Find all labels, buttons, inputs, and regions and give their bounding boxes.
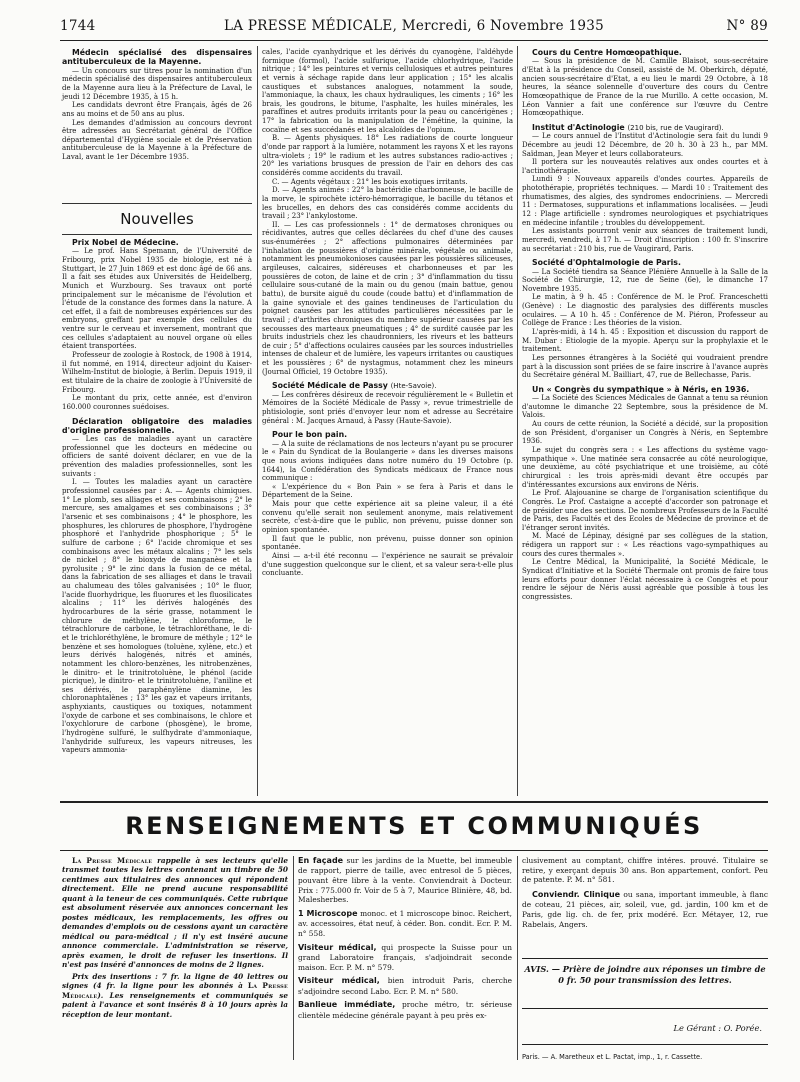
- article-text: M. Macé de Lépinay, désigné par ses collègues de la station, rédigera un rapport sur : « Les réactions vago-sympathiques au cours des cures thermales ».: [522, 532, 768, 558]
- article-text: Les demandes d'admission au concours devront être adressées au Secrétariat général de l'Office départemental d'Hygiène sociale et de Préservation antituberculeuse de la Mayenne à la Préfecture de Laval, avant le 1er Décembre 1935.: [62, 118, 252, 162]
- gerant-signature: Le Gérant : O. Porée.: [673, 1023, 762, 1033]
- article-text: Le sujet du congrès sera : « Les affections du système vago-sympathique ». Une matinée sera consacrée au côté neurologique, une deuxième, au côté psychiatrique et une troisième, au côté chirurgical : les trois après-midi devant être occupés par d'intéressantes excursions aux environs de Néris.: [522, 446, 768, 489]
- avis-rule-bottom: [522, 1008, 768, 1009]
- ad-text: clusivement au comptant, chiffre intéres. prouvé. Titulaire se retire, y exerçant depuis 30 ans. Bon appartement, confort. Peu de patente. P. M. n° 581.: [522, 856, 768, 885]
- article-title: Un « Congrès du sympathique » à Néris, en 1936.: [532, 384, 750, 394]
- article-text: Lundi 9 : Nouveaux appareils d'ondes courtes. Appareils de photothérapie, propriétés techniques. — Mardi 10 : Traitement des rhumatismes, des algies, des syndromes endocriniens. — Mercredi 11 : Dermatoses, suppurations et inflammations localisées. — Jeudi 12 : Plage artificielle : syndromes neurologiques et psychiatriques en médecine infantile ; troubles du développement.: [522, 175, 768, 227]
- article-text: L'après-midi, à 14 h. 45 : Exposition et discussion du rapport de M. Dubar : Etiologie de la myopie. Aperçu sur la prophylaxie et le traitement.: [522, 328, 768, 354]
- article-text: Les candidats devront être Français, âgés de 26 ans au moins et de 50 ans au plus.: [62, 101, 252, 118]
- article-text: — Un concours sur titres pour la nomination d'un médecin spécialisé des dispensaires antituberculeux de la Mayenne aura lieu à la Préfecture de Laval, le jeudi 12 Décembre 1935, à 15 h.: [62, 66, 252, 101]
- ad-text: sur les jardins de la Muette, bel immeuble de rapport, pierre de taille, avec entresol de 5 pièces, pouvant être libre à la vente. Conviendrait à Docteur. Prix : 775.000 fr. Voir de 5 à 7, Maurice Blinière, 48, bd. Malesherbes.: [298, 856, 512, 905]
- article-title-note: (210 bis, rue de Vaugirard).: [627, 123, 724, 132]
- article-text: — Le prof. Hans Spemann, de l'Université de Fribourg, prix Nobel 1935 de biologie, est né à Stuttgart, le 27 Juin 1869 et est donc âgé de 66 ans. Il a fait ses études aux Universités de Heidelberg, Munich et Wurzbourg. Ses travaux ont porté principalement sur le mécanisme de l'évolution et l'étude de la constance des formes dans la nature. A cet effet, il a fait de nombreuses expériences sur des embryons, greffant par exemple des cellules du ventre sur le cerveau et inversement, montrant que ces cellules s'adaptaient au nouvel organe où elles étaient transportées.: [62, 247, 252, 351]
- article-text: — La Société tiendra sa Séance Plénière Annuelle à la Salle de la Société de Chirurgie, 12, rue de Seine (6e), le dimanche 17 Novembre 1935.: [522, 267, 768, 293]
- header-rule: [60, 40, 768, 41]
- article-text: Les personnes étrangères à la Société qui voudraient prendre part à la discussion sont priées de se faire inscrire à l'avance auprès du Secrétaire général M. Bailliart, 47, rue de Bellechasse, Paris.: [522, 353, 768, 380]
- column-1-lower: [62, 238, 252, 798]
- article-text: Au cours de cette réunion, la Société a décidé, sur la proposition de son Président, d'organiser un Congrès à Néris, en Septembre 1936.: [522, 420, 768, 446]
- column-3: [522, 48, 768, 798]
- journal-title: LA PRESSE MÉDICALE, Mercredi, 6 Novembre 1935: [223, 18, 605, 34]
- article-title: Médecin spécialisé des dispensaires antituberculeux de la Mayenne.: [62, 48, 252, 67]
- article-text: Il portera sur les nouveautés relatives aux ondes courtes et à l'actinothérapie.: [522, 158, 768, 175]
- page-number: 1744: [60, 18, 96, 34]
- article-text: Le Centre Médical, la Municipalité, la Société Médicale, le Syndicat d'Initiative et la Société Thermale ont promis de faire tous leurs efforts pour donner l'éclat nécessaire à ce Congrès et pour rendre le séjour de Néris aussi agréable que possible à tous les congressistes.: [522, 558, 768, 601]
- article-title: Société d'Ophtalmologie de Paris.: [532, 258, 681, 268]
- notice-prices: Prix des insertions : 7 fr. la ligne de 40 lettres ou signes (4 fr. la ligne pour les abonnés à: [62, 971, 288, 991]
- article-text: I. — Toutes les maladies ayant un caractère professionnel causées par : A. — Agents chimiques. 1° Le plomb, ses alliages et ses combinaisons ; 2° le mercure, ses amalgames et ses combinaisons ; 3° l'arsenic et ses combinaisons ; 4° le phosphore, les phosphures, les chlorures de phosphore, l'hydrogène phosphoré et l'anhydride phosphorique ; 5° le sulfure de carbone ; 6° l'acide chromique et ses combinaisons avec les métaux alcalins ; 7° les sels de nickel ; 8° le bioxyde de manganèse et la pyrolusite ; 9° le zinc dans la fusion de ce métal, dans la fabrication de ses alliages et dans le travail au chalumeau des tôles galvanisées ; 10° le fluor, l'acide fluorhydrique, les fluorures et les fluosilicates alcalins ; 11° les dérivés halogénés des hydrocarbures de la série grasse, notamment le chlorure de méthylène, le chloroforme, le tétrachlorure de carbone, le tétrachloréthane, le di- et le trichloréthylène, le bromure de méthyle ; 12° le benzène et ses homologues (toluène, xylène, etc.) et leurs dérivés halogénés, nitrés et aminés, notamment les chloro-benzènes, les nitrobenzènes, le dinitro- et le trinitrotoluène, le phénol (acide picrique), le dinitro- et le trinitrotoluène, l'aniline et ses dérivés, le paraphénylène diamine, les chloronaphtalènes ; 13° les gaz et vapeurs irritants, asphyxiants, caustiques ou toxiques, notamment l'oxyde de carbone et ses combinaisons, le chlore et l'oxychlorure de carbone (phosgène), le brome, l'hydrogène sulfuré, le sulfhydrate d'ammoniaque, l'anhydride sulfureux, les vapeurs nitreuses, les vapeurs ammonia-: [62, 478, 252, 755]
- article-title: Cours du Centre Homœopathique.: [532, 48, 682, 57]
- classified-ads-middle: [298, 856, 512, 1024]
- avis-notice: AVIS. — Prière de joindre aux réponses un timbre de 0 fr. 50 pour transmission des lettres.: [524, 964, 766, 986]
- article-title: Pour le bon pain.: [272, 430, 348, 440]
- section-heading-renseignements: RENSEIGNEMENTS ET COMMUNIQUÉS: [125, 812, 703, 840]
- journal-name: La Presse Médicale: [72, 856, 153, 865]
- ad-text: ou sana, important immeuble, à flanc de coteau, 21 pièces, air, soleil, vue, gd. jardin, 100 km et de Paris, gde lig. ch. de fer, prix modéré. Ecr. Métayer, 12, rue Rabelais, Angers.: [522, 889, 768, 929]
- article-title: Déclaration obligatoire des maladies d'origine professionnelle.: [62, 416, 252, 435]
- printer-rule: [522, 1044, 768, 1045]
- column-rule-2: [517, 46, 518, 796]
- article-title-note: (Hte-Savoie).: [390, 382, 437, 391]
- article-text: Professeur de zoologie à Rostock, de 1908 à 1914, il fut nommé, en 1914, directeur adjoint du Kaiser-Wilhelm-Institut de biologie, à Berlin. Depuis 1919, il est titulaire de la chaire de zoologie à l'Université de Fribourg.: [62, 351, 252, 394]
- article-text: — Le cours annuel de l'Institut d'Actinologie sera fait du lundi 9 Décembre au jeudi 12 Décembre, de 20 h. 30 à 23 h., par MM. Saïdman, Jean Meyer et leurs collaborateurs.: [522, 132, 768, 158]
- column-rule-3: [293, 856, 294, 1060]
- article-title: Institut d'Actinologie: [532, 122, 625, 132]
- column-rule-1: [257, 46, 258, 796]
- article-text: — A la suite de réclamations de nos lecteurs n'ayant pu se procurer le « Pain du Syndicat de la Boulangerie » dans les diverses maisons que nous avions indiquées dans notre numéro du 19 Octobre (p. 1644), la Confédération des Syndicats médicaux de France nous communique :: [262, 439, 513, 483]
- section-rule: [60, 801, 768, 803]
- article-text: — Les confrères désireux de recevoir régulièrement le « Bulletin et Mémoires de la Société Médicale de Passy », revue trimestrielle de phtisiologie, sont priés d'envoyer leur nom et adresse au Secrétaire général : M. Jacques Arnaud, à Passy (Haute-Savoie).: [262, 390, 513, 425]
- ad-title: Banlieue immédiate,: [298, 1000, 396, 1010]
- ad-title: Visiteur médical,: [298, 942, 377, 952]
- article-text: D. — Agents animés : 22° la bactéridie charbonneuse, le bacille de la morve, le spirochète ictéro-hémorragique, le bacille du tétanos et les brucelles, en dehors des cas considérés comme accidents du travail ; 23° l'ankylostome.: [262, 186, 513, 221]
- classified-ads-right: [522, 856, 768, 931]
- article-text: Le montant du prix, cette année, est d'environ 160.000 couronnes suédoises.: [62, 394, 252, 411]
- section-heading-nouvelles: Nouvelles: [62, 203, 252, 235]
- page-header: [60, 18, 768, 36]
- ad-title: En façade: [298, 856, 344, 865]
- article-text: Ainsi — a-t-il été reconnu — l'expérience ne saurait se prévaloir d'une suggestion quelconque sur le client, et sa valeur sera-t-elle plus concluante.: [262, 551, 513, 578]
- article-text: — Sous la présidence de M. Camille Blaisot, sous-secrétaire d'Etat à la présidence du Conseil, assisté de M. Oberkirch, député, ancien sous-secrétaire d'Etat, a eu lieu le mardi 29 Octobre, à 18 heures, la séance solennelle d'ouverture des cours du Centre Homœopathique de France de la rue Murillo. A cette occasion, M. Léon Vannier a fait une conférence sur l'œuvre du Centre Homœopathique.: [522, 57, 768, 118]
- article-text: Il faut que le public, non prévenu, puisse donner son opinion spontanée.: [262, 534, 513, 552]
- ad-title: 1 Microscope: [298, 908, 358, 918]
- notice-text: rappelle à ses lecteurs qu'elle transmet toutes les lettres contenant un timbre de 50 centimes aux titulaires des annonces qui répondent directement. Elle ne prend aucune responsabilité quant à la teneur de ces communiqués. Cette rubrique est absolument réservée aux annonces concernant les postes médicaux, les remplacements, les offres ou demandes d'emplois ou de cessions ayant un caractère médical ou para-médical ; il n'y est inséré aucune annonce commerciale. L'administration se réserve, après examen, le droit de refuser les insertions. Il n'est pas inséré d'annonces de moins de 2 lignes.: [62, 856, 288, 970]
- notice-prices-end: ). Les renseignements et communiqués se paient à l'avance et sont insérés 8 à 10 jours après la réception de leur montant.: [62, 990, 288, 1019]
- column-rule-4: [517, 856, 518, 1060]
- journal-name: La Presse Médicale: [62, 981, 288, 1000]
- article-title: Prix Nobel de Médecine.: [72, 238, 179, 247]
- section-rule-lower: [60, 850, 768, 851]
- ad-text: monoc. et 1 microscope binoc. Reichert, av. accessoires, état neuf, à céder. Bon. condit. Ecr. P. M. n° 558.: [298, 908, 512, 938]
- avis-rule-top: [522, 958, 768, 959]
- article-text: cales, l'acide cyanhydrique et les dérivés du cyanogène, l'aldéhyde formique (formol), l'acide sulfurique, l'acide chlorhydrique, l'acide nitrique ; 14° les peintures et vernis cellulosiques et autres peintures et vernis à séchage rapide dans leur application ; 15° les alcalis caustiques et substances analogues, notamment la soude, l'ammoniaque, la chaux, les chaux hydrauliques, les ciments ; 16° les brais, les goudrons, le bitume, l'asphalte, les huiles minérales, les paraffines et autres produits irritants pour la peau ou cancérigènes ; 17° la fabrication ou la manipulation de l'émétine, la quinine, la cocaïne et ses succédanés et les alcaloïdes de l'opium.: [262, 48, 513, 134]
- article-text: — Les cas de maladies ayant un caractère professionnel que les docteurs en médecine ou officiers de santé doivent déclarer, en vue de la prévention des maladies professionnelles, sont les suivants :: [62, 435, 252, 478]
- ad-title: Conviendr. Clinique: [532, 889, 621, 899]
- article-text: II. — Les cas professionnels : 1° de dermatoses chroniques ou récidivantes, autres que celles déclarées du chef d'une des causes sus-énumérées ; 2° affections pulmonaires déterminées par l'inhalation de poussières d'origine minérale, végétale ou animale, notamment les pneumokonioses causées par les poussières siliceuses, argileuses, calcaires, sidéreuses et charbonneuses et par les poussières de coton, de laine et de crin ; 3° d'inflammation du tissu cellulaire sous-cutané de la main ou du genou (main battue, genou battu), de bursite aiguë du coude (coude battu) et d'inflammation de la gaine synoviale et des gaines tendineuses de l'articulation du poignet causées par les attitudes particulières nécessitées par le travail ; d'arthrites chroniques du membre supérieur causées par les secousses des marteaux pneumatiques ; 4° de surdité causée par les bruits industriels chez les chaudronniers, les riveurs et les batteurs de cuir ; 5° d'affections oculaires causées par les sources industrielles intenses de chaleur et de lumière, les vapeurs irritantes ou caustiques et les poussières ; 6° de nystagmus, notamment chez les mineurs (Journal Officiel, 19 Octobre 1935).: [262, 220, 513, 376]
- article-text: Mais pour que cette expérience ait sa pleine valeur, il a été convenu qu'elle serait non seulement anonyme, mais relativement secrète, c'est-à-dire que le public, non prévenu, puisse donner son opinion spontanée.: [262, 500, 513, 535]
- article-text: Les assistants pourront venir aux séances de traitement lundi, mercredi, vendredi, à 17 h. — Droit d'inscription : 100 fr. S'inscrire au secrétariat : 210 bis, rue de Vaugirard, Paris.: [522, 227, 768, 253]
- article-text: B. — Agents physiques. 18° Les radiations de courte longueur d'onde par rapport à la lumière, notamment les rayons X et les rayons ultra-violets ; 19° le radium et les autres substances radio-actives ; 20° les variations brusques de pression de l'air en dehors des cas considérés comme accidents du travail.: [262, 134, 513, 177]
- article-text: « L'expérience du « Bon Pain » se fera à Paris et dans le Département de la Seine.: [262, 482, 513, 500]
- article-text: C. — Agents végétaux : 21° les bois exotiques irritants.: [272, 177, 468, 186]
- article-text: — La Société des Sciences Médicales de Gannat a tenu sa réunion d'automne le dimanche 22 Septembre, sous la présidence de M. Valois.: [522, 394, 768, 420]
- ad-text: bien introduit Paris, cherche s'adjoindre second Labo. Ecr. P. M. n° 580.: [298, 976, 512, 996]
- column-1: [62, 48, 252, 162]
- ad-text: qui prospecte la Suisse pour un grand Laboratoire français, s'adjoindrait seconde maison. Ecr. P. M. n° 579.: [298, 942, 512, 972]
- article-text: Le matin, à 9 h. 45 : Conférence de M. le Prof. Franceschetti (Genève) : Le diagnostic des paralysies des différents muscles oculaires. — A 10 h. 45 : Conférence de M. Piéron, Professeur au Collège de France : Les théories de la vision.: [522, 293, 768, 328]
- article-title: Société Médicale de Passy: [272, 381, 388, 391]
- classifieds-notice: [62, 856, 288, 1021]
- column-2: [262, 48, 513, 798]
- printer-imprint: Paris. — A. Maretheux et L. Pactat, imp., 1, r. Cassette.: [522, 1053, 703, 1061]
- issue-number: N° 89: [726, 18, 768, 34]
- ad-text: proche métro, tr. sérieuse clientèle médecine générale payant à peu près ex-: [298, 1000, 512, 1020]
- ad-title: Visiteur médical,: [298, 976, 380, 986]
- article-text: Le Prof. Alajouanine se charge de l'organisation scientifique du Congrès. Le Prof. Castaigne a accepté d'accorder son patronage et de présider une des sections. De nombreux Professeurs de la Faculté de Paris, des Facultés et des Ecoles de Médecine de province et de l'étranger seront invités.: [522, 489, 768, 532]
